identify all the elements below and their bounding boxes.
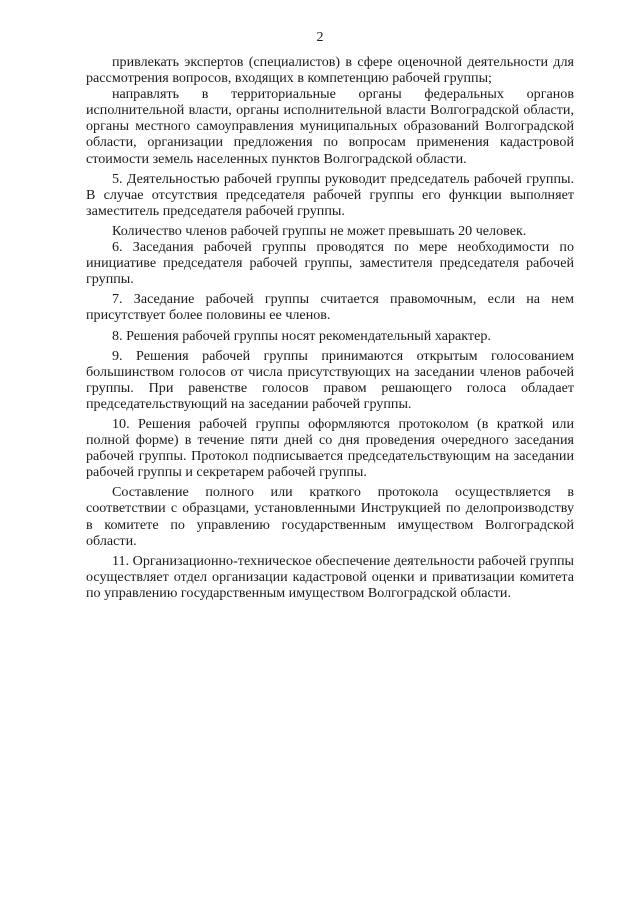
paragraph-protocol-format: Составление полного или краткого протокола осуществляется в соответствии с образцами, установленными Инструкцией по делопроизводству в комитете по управлению государственным имуществом Волгоградской области. [86,484,574,549]
paragraph-item-5: 5. Деятельностью рабочей группы руководит председатель рабочей группы. В случае отсутствия председателя рабочей группы его функции выполняет заместитель председателя рабочей группы. [86,170,574,219]
paragraph-proposals: направлять в территориальные органы федеральных органов исполнительной власти, органы исполнительной власти Волгоградской области, органы местного самоуправления муниципальных образований Волгоградской области, организации предложения по вопросам применения кадастровой стоимости земель населенных пунктов Волгоградской области. [86,86,574,167]
paragraph-experts: привлекать экспертов (специалистов) в сфере оценочной деятельности для рассмотрения вопросов, входящих в компетенцию рабочей группы; [86,54,574,87]
paragraph-item-10: 10. Решения рабочей группы оформляются протоколом (в краткой или полной форме) в течение пяти дней со дня проведения очередного заседания рабочей группы. Протокол подписывается председательствующим на заседании рабочей группы и секретарем рабочей группы. [86,415,574,481]
document-body [86,54,574,601]
page-number: 2 [316,30,324,45]
paragraph-item-7: 7. Заседание рабочей группы считается правомочным, если на нем присутствует более половины ее членов. [86,291,574,324]
paragraph-item-6: 6. Заседания рабочей группы проводятся по мере необходимости по инициативе председателя рабочей группы, заместителя председателя рабочей группы. [86,239,574,288]
paragraph-members-count: Количество членов рабочей группы не может превышать 20 человек. [112,222,527,239]
paragraph-item-11: 11. Организационно-техническое обеспечение деятельности рабочей группы осуществляет отдел организации кадастровой оценки и приватизации комитета по управлению государственным имуществом Волгоградской области. [86,552,574,601]
paragraph-item-8: 8. Решения рабочей группы носят рекомендательный характер. [112,327,491,344]
paragraph-item-9: 9. Решения рабочей группы принимаются открытым голосованием большинством голосов от числа присутствующих на заседании членов рабочей группы. При равенстве голосов правом решающего голоса обладает председательствующий на заседании рабочей группы. [86,347,574,412]
